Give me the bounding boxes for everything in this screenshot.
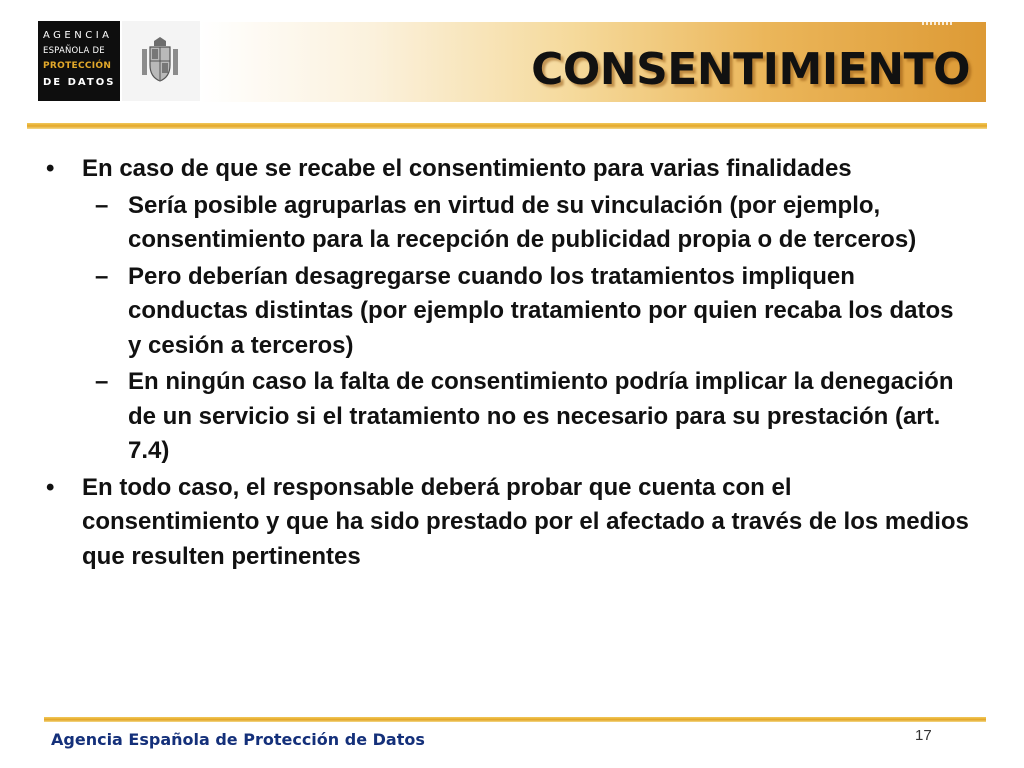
coat-of-arms-icon	[140, 37, 180, 83]
sub-bullet-item	[40, 260, 970, 364]
slide-content	[40, 152, 970, 576]
sub-bullet-text: Pero deberían desagregarse cuando los tratamientos impliquen conductas distintas (por ejemplo tratamiento por quien recaba los datos y cesión a terceros)	[128, 262, 954, 359]
logo-line-4: DE DATOS	[43, 76, 116, 88]
page-number: 17	[915, 727, 932, 744]
sub-bullet-text: Sería posible agruparlas en virtud de su vinculación (por ejemplo, consentimiento para la recepción de publicidad propia o de terceros)	[128, 191, 917, 253]
sub-bullet-text: En ningún caso la falta de consentimiento podría implicar la denegación de un servicio si el tratamiento no es necesario para su prestación (art. 7.4)	[128, 368, 954, 464]
bullet-item	[40, 471, 970, 575]
footer-organization: Agencia Española de Protección de Datos	[51, 730, 425, 749]
dash-marker: –	[95, 191, 109, 219]
dash-marker: –	[95, 368, 109, 395]
bullet-text: En caso de que se recabe el consentimiento para varias finalidades	[82, 155, 852, 182]
logo-line-1: AGENCIA	[43, 30, 113, 41]
agency-logo	[38, 21, 120, 101]
bullet-marker: •	[46, 473, 55, 501]
slide-header	[30, 20, 986, 106]
bullet-text: En todo caso, el responsable deberá probar que cuenta con el consentimiento y que ha sido prestado por el afectado a través de los medios que resulten pertinentes	[82, 473, 969, 570]
footer-divider	[44, 717, 986, 722]
dash-marker: –	[95, 262, 109, 290]
coat-of-arms	[122, 21, 200, 101]
logo-line-3: PROTECCIÓN	[43, 61, 112, 71]
logo-line-2: ESPAÑOLA DE	[43, 45, 105, 56]
title-banner	[200, 22, 986, 102]
header-divider	[27, 123, 987, 129]
sub-bullet-item	[40, 365, 970, 469]
sub-bullet-item	[40, 189, 970, 258]
bullet-marker: •	[46, 155, 55, 182]
bullet-item	[40, 152, 970, 187]
slide-title: CONSENTIMIENTO	[531, 44, 970, 95]
